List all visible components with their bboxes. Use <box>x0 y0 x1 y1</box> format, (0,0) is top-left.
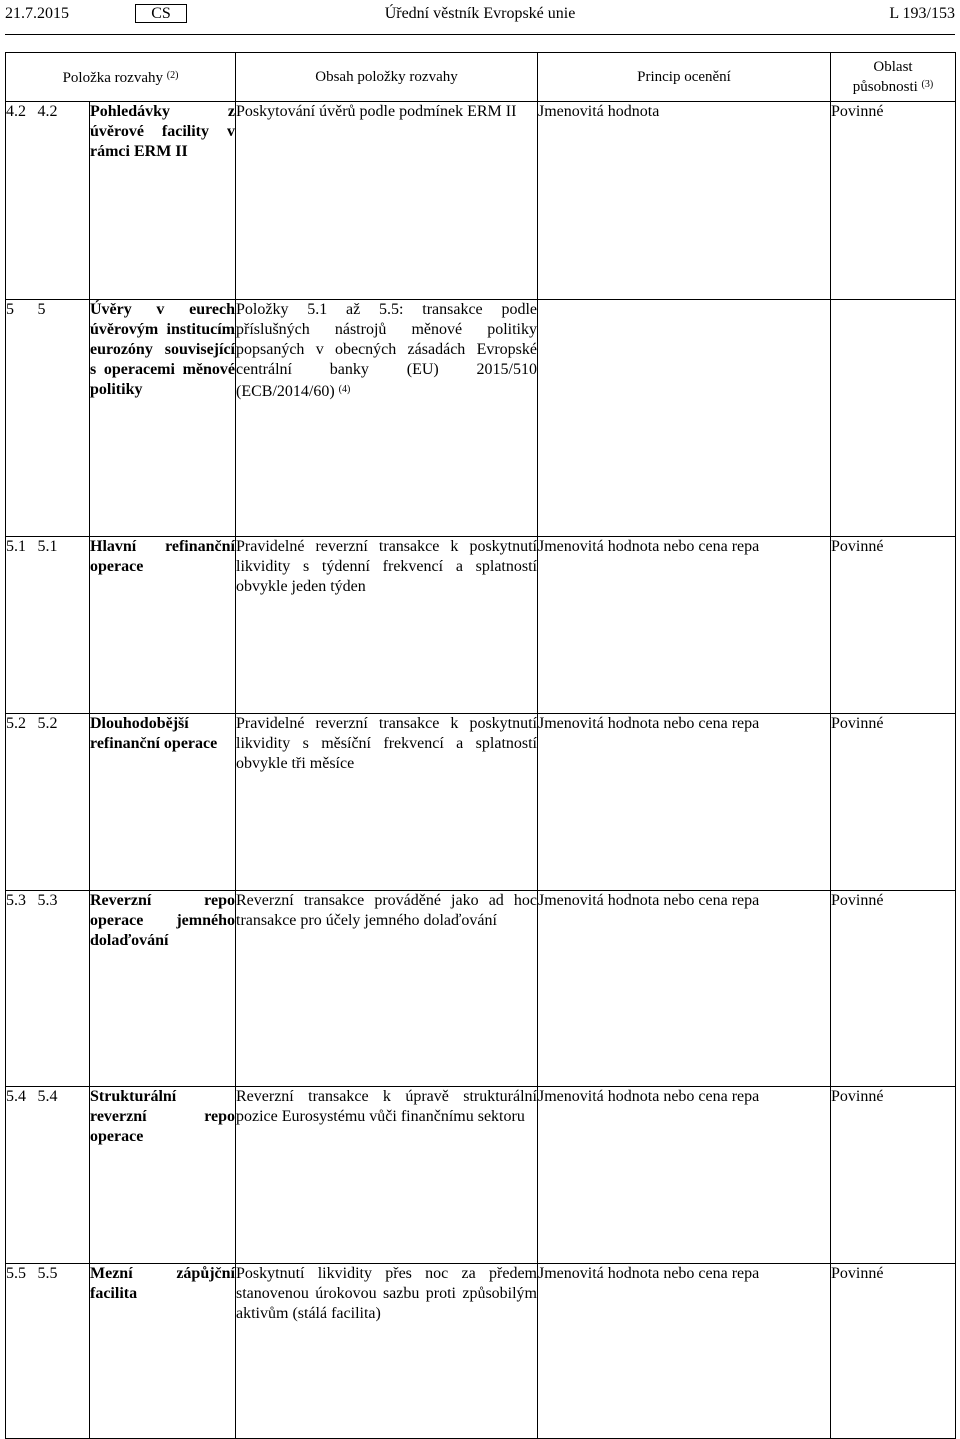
item-title: Dlouhodobější refinanční operace <box>90 714 236 891</box>
item-description: Poskytování úvěrů podle podmínek ERM II <box>236 102 538 300</box>
item-description: Reverzní transakce k úpravě strukturální pozice Eurosystému vůči finančnímu sektoru <box>236 1087 538 1264</box>
table-row <box>6 1087 956 1264</box>
scope-value: Povinné <box>831 714 956 891</box>
valuation-principle: Jmenovitá hodnota nebo cena repa <box>538 1087 831 1264</box>
valuation-principle: Jmenovitá hodnota <box>538 102 831 300</box>
journal-title: Úřední věstník Evropské unie <box>384 5 576 22</box>
item-description: Položky 5.1 až 5.5: transakce podle příslušných nástrojů měnové politiky popsaných v obecných zásadách Evropské centrální banky (EU) 2015/510 (ECB/2014/60) $^{(4)}$ <box>236 300 538 537</box>
item-description: Poskytnutí likvidity přes noc za předem stanovenou úrokovou sazbu proti způsobilým aktivům (stálá facilita) <box>236 1264 538 1439</box>
item-subnumber: 5.3 <box>38 891 90 1087</box>
balance-sheet-table <box>5 52 956 1439</box>
table-row <box>6 714 956 891</box>
item-number: 5.4 <box>6 1087 38 1264</box>
item-number: 5.2 <box>6 714 38 891</box>
item-subnumber: 5.1 <box>38 537 90 714</box>
scope-value <box>831 300 956 537</box>
valuation-principle <box>538 300 831 537</box>
column-header-valuation: Princip ocenění <box>538 53 831 102</box>
column-header-item: Položka rozvahy $^{(2)}$ <box>6 53 236 102</box>
column-header-scope: Oblast působnosti $^{(3)}$ <box>831 53 956 102</box>
valuation-principle: Jmenovitá hodnota nebo cena repa <box>538 714 831 891</box>
item-title: Strukturální reverzní repo operace <box>90 1087 236 1264</box>
item-subnumber: 5.5 <box>38 1264 90 1439</box>
page-header <box>5 4 955 26</box>
scope-value: Povinné <box>831 891 956 1087</box>
scope-value: Povinné <box>831 1264 956 1439</box>
footnote-ref: (4) <box>338 384 351 395</box>
column-header-content: Obsah položky rozvahy <box>236 53 538 102</box>
item-subnumber: 4.2 <box>38 102 90 300</box>
valuation-principle: Jmenovitá hodnota nebo cena repa <box>538 1264 831 1439</box>
valuation-principle: Jmenovitá hodnota nebo cena repa <box>538 891 831 1087</box>
page-reference: L 193/153 <box>889 5 955 22</box>
item-subnumber: 5.2 <box>38 714 90 891</box>
item-title: Úvěry v eurech úvěrovým institucím eurozóny související s operacemi měnové politiky <box>90 300 236 537</box>
item-number: 5.3 <box>6 891 38 1087</box>
item-number: 5.1 <box>6 537 38 714</box>
language-badge: CS <box>135 4 187 23</box>
item-subnumber: 5.4 <box>38 1087 90 1264</box>
table-row <box>6 102 956 300</box>
item-description: Reverzní transakce prováděné jako ad hoc transakce pro účely jemného dolaďování <box>236 891 538 1087</box>
item-subnumber: 5 <box>38 300 90 537</box>
item-title: Hlavní refinanční operace <box>90 537 236 714</box>
item-number: 5.5 <box>6 1264 38 1439</box>
table-row <box>6 891 956 1087</box>
table-header-row <box>6 53 956 102</box>
item-number: 4.2 <box>6 102 38 300</box>
item-title: Pohledávky z úvěrové facility v rámci ERM II <box>90 102 236 300</box>
table-row <box>6 537 956 714</box>
item-description: Pravidelné reverzní transakce k poskytnutí likvidity s měsíční frekvencí a splatností obvykle tři měsíce <box>236 714 538 891</box>
item-description: Pravidelné reverzní transakce k poskytnutí likvidity s týdenní frekvencí a splatností obvykle jeden týden <box>236 537 538 714</box>
header-rule <box>5 34 955 35</box>
table-row <box>6 1264 956 1439</box>
scope-value: Povinné <box>831 102 956 300</box>
scope-value: Povinné <box>831 1087 956 1264</box>
valuation-principle: Jmenovitá hodnota nebo cena repa <box>538 537 831 714</box>
item-title: Mezní zápůjční facilita <box>90 1264 236 1439</box>
item-number: 5 <box>6 300 38 537</box>
scope-value: Povinné <box>831 537 956 714</box>
table-row <box>6 300 956 537</box>
publication-date: 21.7.2015 <box>5 5 69 22</box>
item-title: Reverzní repo operace jemného dolaďování <box>90 891 236 1087</box>
